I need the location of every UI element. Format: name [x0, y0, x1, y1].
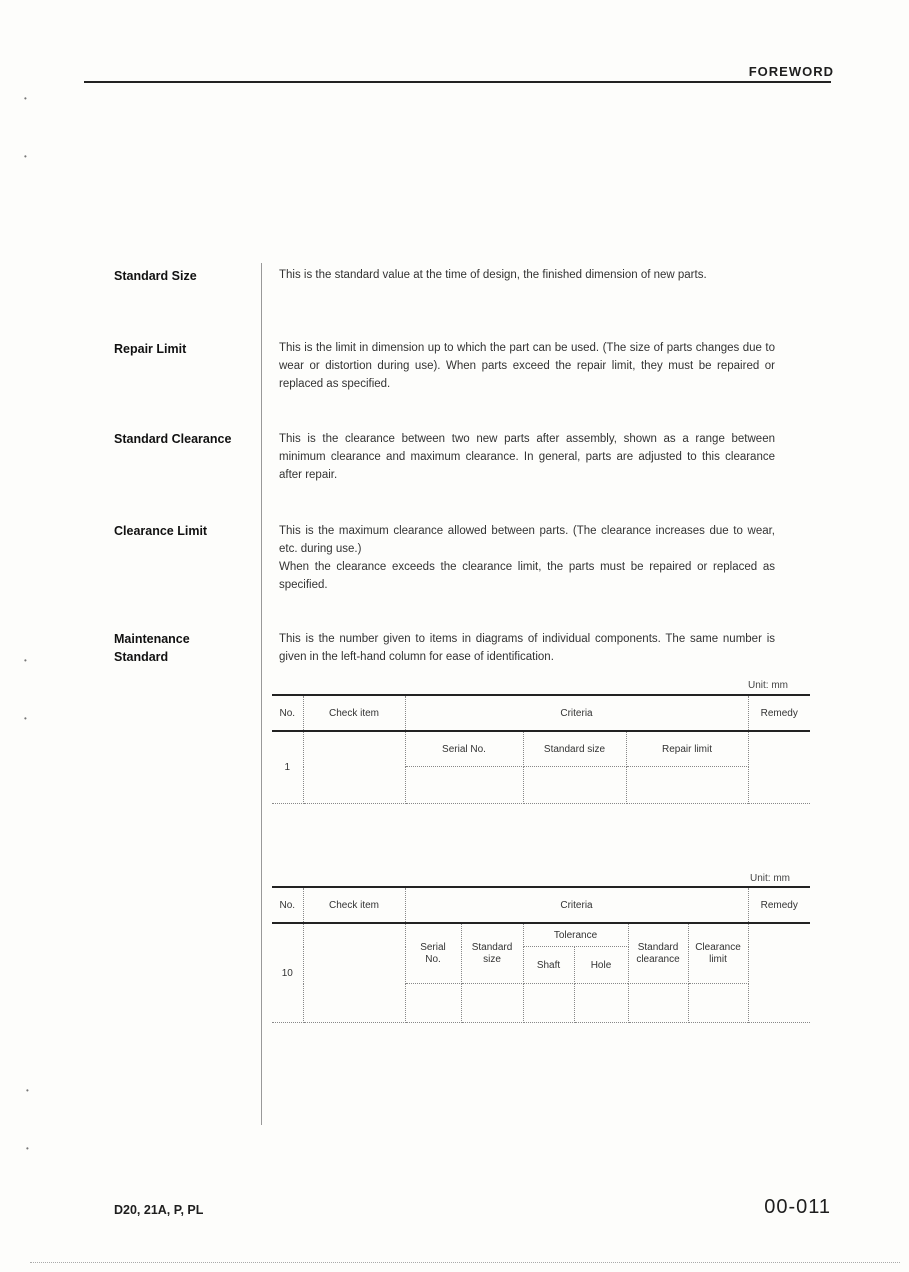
table2-sub-shaft: Shaft [523, 947, 574, 984]
table2-row-no: 10 [272, 923, 303, 1023]
scan-speck: • [26, 1086, 29, 1095]
table2-sub-standard-clearance [628, 923, 688, 984]
table2-cell-clearance-limit [688, 984, 748, 1023]
definition-repair-limit: This is the limit in dimension up to which the part can be used. (The size of parts changes due to wear or distortion during use). When parts exceed the repair limit, they must be repaired or replaced as specified. [279, 342, 775, 390]
scan-speck: • [24, 94, 27, 103]
table2-header-no: No. [272, 887, 303, 923]
table1-cell-standard-size [523, 767, 626, 804]
table2-sub-clearance-limit [688, 923, 748, 984]
table1-row-no: 1 [272, 731, 303, 804]
table2-header-criteria: Criteria [405, 887, 748, 923]
table2-cell-hole [574, 984, 628, 1023]
page-number: 00-011 [764, 1196, 831, 1218]
scan-edge-line [30, 1262, 900, 1263]
term-standard-size: Standard Size [114, 269, 197, 283]
definition-clearance-limit [279, 522, 775, 594]
criteria-table-2 [272, 886, 810, 1023]
table2-cell-standard-size [461, 984, 523, 1023]
table2-cell-serial [405, 984, 461, 1023]
table1-sub-serial: Serial No. [405, 731, 523, 767]
table2-header-remedy: Remedy [748, 887, 810, 923]
table1-cell-repair-limit [626, 767, 748, 804]
table2-cell-check-item [303, 923, 405, 1023]
table2-sub-serial-l1: Serial [420, 941, 446, 953]
table2-sub-serial-l2: No. [425, 953, 441, 965]
table2-sub-standard-l2: size [483, 953, 501, 965]
table2-cell-shaft [523, 984, 574, 1023]
criteria-table-1 [272, 694, 810, 804]
page-header-title: FOREWORD [748, 64, 834, 79]
table1-unit: Unit: mm [748, 680, 788, 691]
table2-sub-tolerance: Tolerance [523, 923, 628, 947]
table1-sub-standard-size: Standard size [523, 731, 626, 767]
table2-unit: Unit: mm [750, 873, 790, 884]
table2-cell-standard-clearance [628, 984, 688, 1023]
term-maintenance-line2: Standard [114, 650, 169, 664]
table2-cell-remedy [748, 923, 810, 1023]
table2-sub-std-clear-l1: Standard [637, 941, 679, 953]
term-maintenance-line1: Maintenance [114, 632, 190, 646]
scan-speck: • [26, 1144, 29, 1153]
definition-standard-size: This is the standard value at the time of design, the finished dimension of new parts. [279, 269, 707, 281]
table1-sub-repair-limit: Repair limit [626, 731, 748, 767]
footer-model: D20, 21A, P, PL [114, 1203, 204, 1217]
header-divider [84, 81, 831, 83]
table2-sub-std-clear-l2: clearance [636, 953, 680, 965]
term-maintenance-standard [114, 630, 190, 666]
column-divider [261, 263, 262, 1125]
scan-speck: • [24, 152, 27, 161]
table1-header-no: No. [272, 695, 303, 731]
table2-header-check-item: Check item [303, 887, 405, 923]
table1-cell-check-item [303, 731, 405, 804]
table2-sub-serial [405, 923, 461, 984]
table2-sub-standard-size [461, 923, 523, 984]
scan-speck: • [24, 656, 27, 665]
definition-clearance-limit-p1: This is the maximum clearance allowed between parts. (The clearance increases due to wear, etc. during use.) [279, 525, 775, 555]
term-standard-clearance: Standard Clearance [114, 432, 232, 446]
term-repair-limit: Repair Limit [114, 342, 187, 356]
definition-clearance-limit-p2: When the clearance exceeds the clearance limit, the parts must be repaired or replaced as specified. [279, 561, 775, 591]
term-clearance-limit: Clearance Limit [114, 524, 208, 538]
scan-speck: • [24, 714, 27, 723]
table1-cell-remedy [748, 731, 810, 804]
table2-sub-clear-lim-l2: limit [709, 953, 727, 965]
definition-maintenance-standard: This is the number given to items in diagrams of individual components. The same number is given in the left-hand column for ease of identification. [279, 633, 775, 663]
table1-header-remedy: Remedy [748, 695, 810, 731]
definition-standard-clearance: This is the clearance between two new parts after assembly, shown as a range between minimum clearance and maximum clearance. In general, parts are adjusted to this clearance after repair. [279, 433, 775, 481]
table2-sub-hole: Hole [574, 947, 628, 984]
table1-cell-serial [405, 767, 523, 804]
table2-sub-standard-l1: Standard [471, 941, 513, 953]
table1-header-criteria: Criteria [405, 695, 748, 731]
table1-header-check-item: Check item [303, 695, 405, 731]
table2-sub-clear-lim-l1: Clearance [695, 941, 741, 953]
